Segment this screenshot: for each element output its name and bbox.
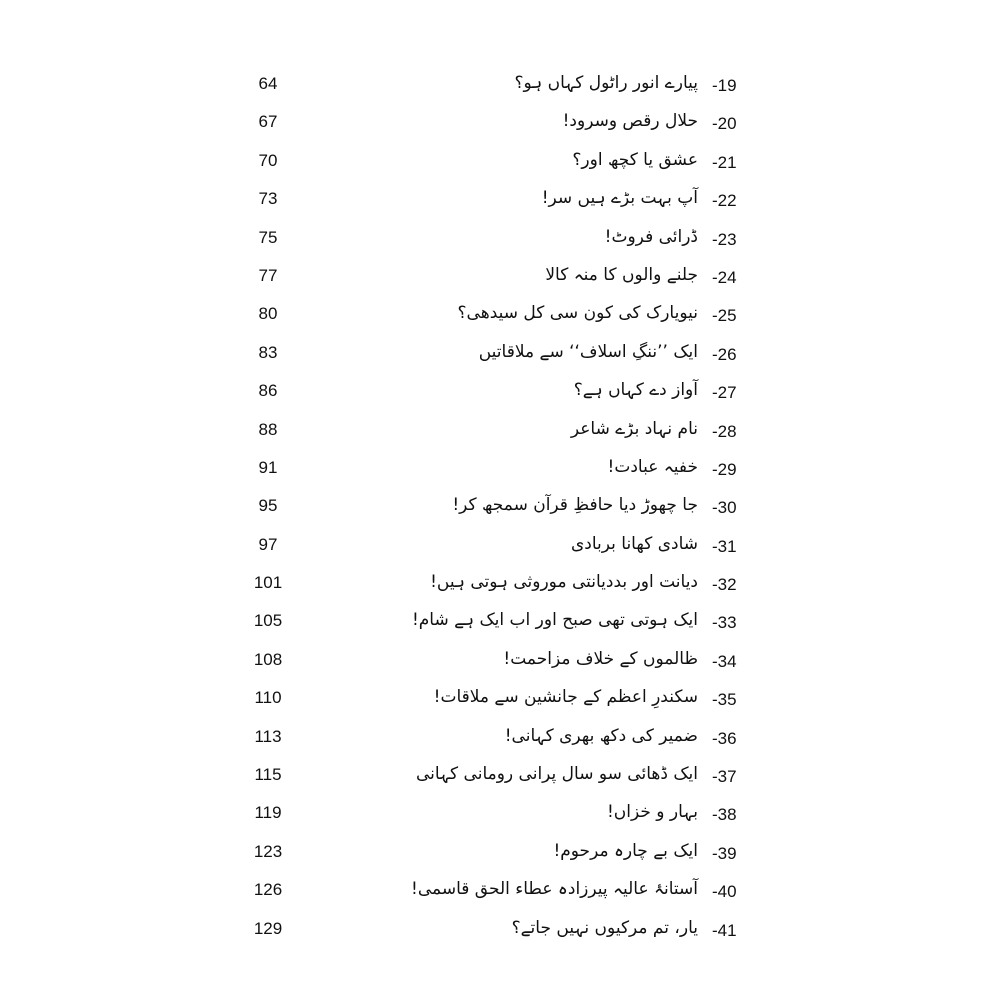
toc-row: [0, 70, 1000, 108]
chapter-number: -39: [712, 843, 737, 863]
chapter-number: -30: [712, 498, 737, 518]
chapter-number: -34: [712, 651, 737, 671]
toc-row: [0, 492, 1000, 530]
page-number: 108: [253, 649, 283, 669]
toc-row: [0, 761, 1000, 799]
toc-row: [0, 147, 1000, 185]
chapter-title: آواز دے کہاں ہے؟: [573, 380, 698, 401]
table-of-contents: [0, 70, 1000, 953]
chapter-number: -32: [712, 575, 737, 595]
toc-row: [0, 377, 1000, 415]
chapter-number: -28: [712, 421, 737, 441]
chapter-title: شادی کھانا بربادی: [570, 533, 698, 554]
chapter-title: ایک ڈھائی سو سال پرانی رومانی کہانی: [416, 764, 698, 785]
chapter-number: -21: [712, 152, 737, 172]
chapter-title: آپ بہت بڑے ہیں سر!: [541, 188, 698, 209]
chapter-number: -41: [712, 920, 737, 940]
page-number: 123: [253, 841, 283, 861]
chapter-number: -20: [712, 114, 737, 134]
chapter-number: -23: [712, 229, 737, 249]
page-number: 75: [258, 227, 278, 247]
page-number: 115: [254, 765, 282, 785]
chapter-title: جلنے والوں کا منہ کالا: [545, 264, 698, 285]
chapter-title: بہار و خزاں!: [606, 802, 698, 823]
page-number: 80: [258, 304, 278, 324]
chapter-title: ایک ہوتی تھی صبح اور اب ایک ہے شام!: [411, 610, 698, 631]
chapter-title: یار، تم مرکیوں نہیں جاتے؟: [511, 917, 698, 938]
chapter-title: آستانۂ عالیہ پیرزادہ عطاء الحق قاسمی!: [411, 879, 698, 900]
page-number: 64: [258, 74, 278, 93]
toc-row: [0, 799, 1000, 837]
page-number: 97: [258, 534, 278, 554]
page-number: 77: [258, 265, 278, 285]
page-number: 83: [258, 342, 278, 362]
toc-row: [0, 684, 1000, 722]
chapter-title: حلال رقص وسرود!: [562, 111, 698, 132]
chapter-title: جا چھوڑ دیا حافظِ قرآن سمجھ کر!: [452, 495, 698, 516]
chapter-title: عشق یا کچھ اور؟: [572, 149, 698, 170]
chapter-number: -35: [712, 690, 737, 710]
toc-row: [0, 262, 1000, 300]
chapter-number: -33: [712, 613, 737, 633]
toc-row: [0, 607, 1000, 645]
page-number: 86: [258, 381, 278, 401]
chapter-number: -22: [712, 191, 737, 211]
chapter-title: دیانت اور بددیانتی موروثی ہوتی ہیں!: [430, 572, 698, 593]
page-number: 101: [253, 573, 283, 593]
chapter-title: ضمیر کی دکھ بھری کہانی!: [504, 725, 698, 746]
chapter-number: -36: [712, 728, 737, 748]
page-number: 129: [253, 918, 283, 938]
toc-row: [0, 185, 1000, 223]
toc-row: [0, 108, 1000, 146]
toc-row: [0, 838, 1000, 876]
chapter-number: -31: [712, 536, 737, 556]
chapter-title: ایک بے چارہ مرحوم!: [553, 840, 698, 861]
page-number: 70: [258, 150, 278, 170]
chapter-title: خفیہ عبادت!: [607, 456, 698, 477]
page-number: 95: [258, 496, 278, 516]
toc-row: [0, 416, 1000, 454]
chapter-title: نام نہاد بڑے شاعر: [570, 418, 698, 439]
chapter-number: -24: [712, 267, 737, 287]
toc-row: [0, 646, 1000, 684]
chapter-number: -19: [712, 76, 737, 95]
chapter-number: -27: [712, 383, 737, 403]
toc-row: [0, 454, 1000, 492]
page-number: 113: [254, 726, 282, 746]
page-number: 91: [258, 457, 278, 477]
page-number: 126: [253, 880, 283, 900]
page-number: 88: [258, 419, 278, 439]
page-number: 73: [258, 189, 278, 209]
chapter-number: -40: [712, 882, 737, 902]
chapter-number: -29: [712, 459, 737, 479]
page-number: 110: [254, 688, 282, 708]
toc-row: [0, 300, 1000, 338]
chapter-title: پیارے انور راٹول کہاں ہو؟: [514, 73, 698, 93]
chapter-number: -38: [712, 805, 737, 825]
toc-row: [0, 224, 1000, 262]
chapter-number: -25: [712, 306, 737, 326]
chapter-number: -37: [712, 767, 737, 787]
toc-row: [0, 876, 1000, 914]
toc-row: [0, 531, 1000, 569]
chapter-title: ایک ’’ننگِ اسلاف‘‘ سے ملاقاتیں: [478, 341, 698, 362]
page-number: 119: [254, 803, 282, 823]
page-number: 105: [253, 611, 283, 631]
page-number: 67: [258, 112, 278, 132]
chapter-title: سکندرِ اعظم کے جانشین سے ملاقات!: [433, 687, 698, 708]
toc-row: [0, 569, 1000, 607]
chapter-title: ڈرائی فروٹ!: [604, 226, 698, 247]
toc-row: [0, 723, 1000, 761]
chapter-title: نیویارک کی کون سی کل سیدھی؟: [457, 303, 698, 324]
chapter-number: -26: [712, 344, 737, 364]
toc-row: [0, 339, 1000, 377]
chapter-title: ظالموں کے خلاف مزاحمت!: [503, 648, 698, 669]
toc-row: [0, 915, 1000, 953]
